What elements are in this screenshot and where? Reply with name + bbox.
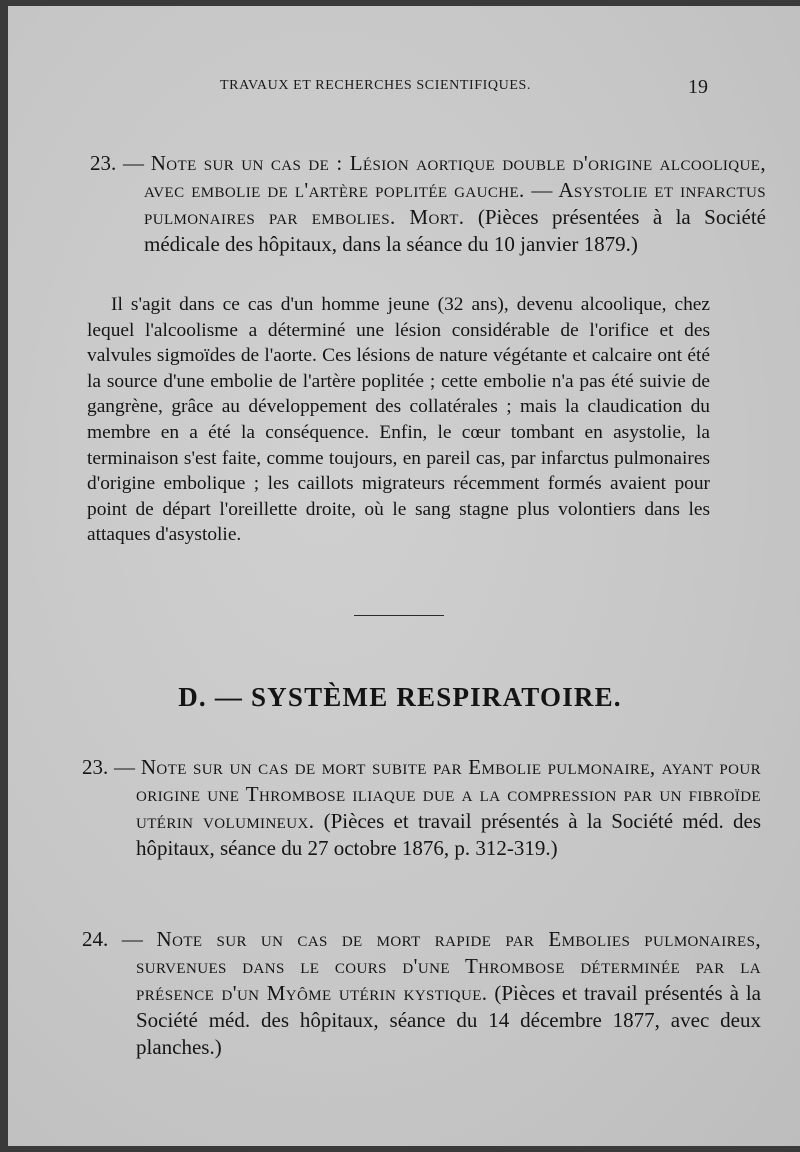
section-divider: [354, 615, 444, 616]
running-title: TRAVAUX ET RECHERCHES SCIENTIFIQUES.: [220, 78, 531, 93]
entry-title: Note sur un cas de : Lésion aortique double d'origine alcoolique, avec embolie de l'artère poplitée gauche. — Asystolie et infarctus pulmonaires par embolies. Mort.: [144, 151, 766, 229]
entry-dash: —: [108, 927, 157, 951]
bibliography-entry-23-aortic: [90, 150, 766, 258]
entry-title: Note sur un cas de mort subite par Embolie pulmonaire, ayant pour origine une Thrombose iliaque due a la compression par un fibroïde utérin volumineux.: [136, 755, 761, 833]
entry-note: (Pièces présentées à la Société médicale des hôpitaux, dans la séance du 10 janvier 1879.): [144, 205, 766, 256]
entry-title: Note sur un cas de mort rapide par Embolies pulmonaires, survenues dans le cours d'une Thrombose déterminée par la présence d'un Myôme utérin kystique.: [136, 927, 762, 1005]
entry-dash: —: [108, 755, 141, 779]
entry-note: (Pièces et travail présentés à la Société méd. des hôpitaux, séance du 14 décembre 1877, avec deux planches.): [136, 981, 761, 1059]
entry-note: (Pièces et travail présentés à la Société méd. des hôpitaux, séance du 27 octobre 1876, p. 312-319.): [136, 809, 761, 860]
entry-description: Il s'agit dans ce cas d'un homme jeune (32 ans), devenu alcoolique, chez lequel l'alcoolisme a déterminé une lésion considérable de l'orifice et des valvules sigmoïdes de l'aorte. Ces lésions de nature végétante et calcaire ont été la source d'une embolie de l'artère poplitée ; cette embolie n'a pas été suivie de gangrène, grâce au développement des collatérales ; mais la claudication du membre en a été la conséquence. Enfin, le cœur tombant en asystolie, la terminaison s'est faite, comme toujours, en pareil cas, par infarctus pulmonaires d'origine embolique ; les caillots migrateurs récemment formés avaient pour point de départ l'oreillette droite, où le sang stagne plus volontiers dans les attaques d'asystolie.: [87, 294, 710, 546]
bibliography-entry-24: [82, 926, 761, 1061]
document-page: [8, 6, 800, 1146]
bibliography-entry-23-embolie: [82, 754, 761, 862]
section-title: D. — SYSTÈME RESPIRATOIRE.: [178, 682, 622, 712]
entry-number: 23.: [90, 151, 117, 175]
entry-number: 24.: [82, 927, 109, 951]
page-number: 19: [688, 76, 708, 98]
entry-dash: —: [116, 151, 151, 175]
entry-number: 23.: [82, 755, 109, 779]
